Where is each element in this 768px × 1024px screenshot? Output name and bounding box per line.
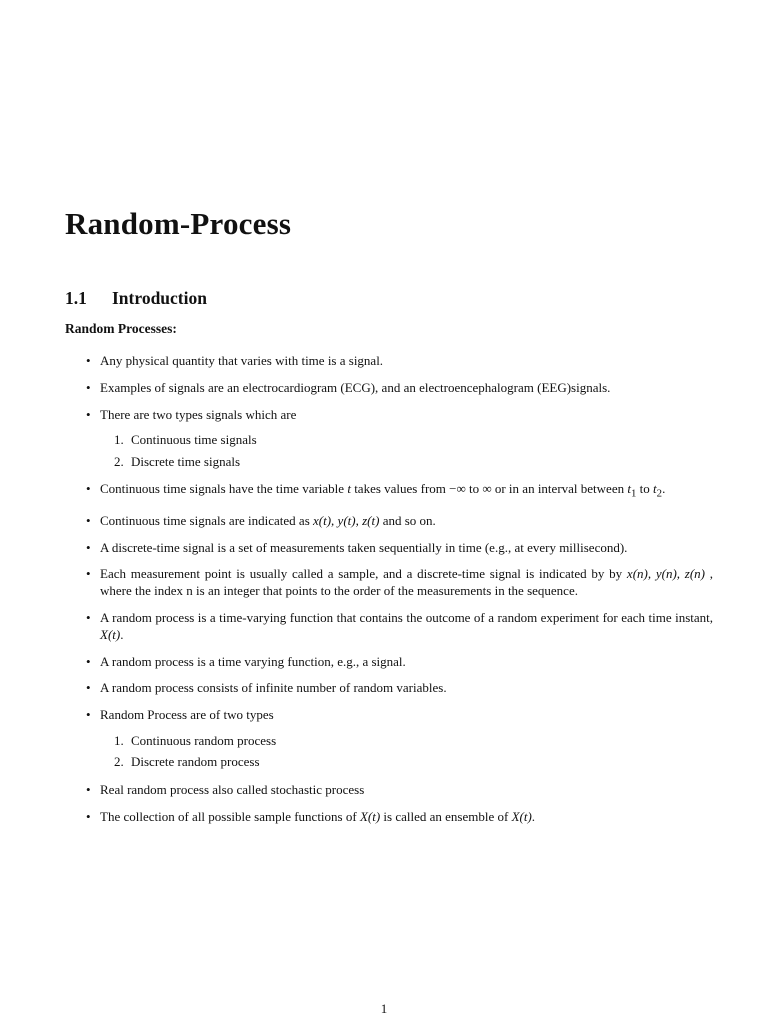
math-variable: t bbox=[653, 481, 657, 497]
sub-item-number: 1. bbox=[114, 733, 124, 749]
bullet-text: A discrete-time signal is a set of measurements taken sequentially in time (e.g., at every millisecond). bbox=[100, 539, 628, 555]
sub-list-process-types bbox=[100, 733, 713, 771]
bullet-text: There are two types signals which are bbox=[100, 406, 297, 422]
sub-item-text: Discrete time signals bbox=[131, 453, 241, 469]
text-part: The collection of all possible sample functions of bbox=[100, 808, 360, 824]
sub-item-number: 2. bbox=[114, 453, 124, 469]
math-expression: X(t) bbox=[511, 808, 532, 824]
list-item bbox=[83, 680, 713, 697]
math-subscript: 2 bbox=[656, 488, 663, 501]
text-part: Continuous time signals have the time variable bbox=[100, 481, 348, 497]
bullet-text: A random process is a time varying function, e.g., a signal. bbox=[100, 653, 406, 669]
text-part: Continuous time signals are indicated as bbox=[100, 512, 314, 528]
text-part: . bbox=[120, 626, 124, 642]
math-expression: x(n), y(n), z(n) bbox=[626, 566, 706, 582]
bullet-text: A random process consists of infinite number of random variables. bbox=[100, 680, 447, 696]
math-expression: X(t) bbox=[100, 626, 121, 642]
bullet-text: Real random process also called stochastic process bbox=[100, 782, 365, 798]
text-part: Each measurement point is usually called a sample, and a discrete-time signal is indicated by by bbox=[100, 566, 627, 582]
sub-item-text: Continuous time signals bbox=[131, 432, 257, 448]
text-part: A random process is a time-varying function that contains the outcome of a random experiment for each time instant, bbox=[100, 610, 713, 626]
sub-item-text: Continuous random process bbox=[131, 733, 277, 749]
sub-item-number: 2. bbox=[114, 754, 124, 770]
list-item bbox=[83, 513, 713, 530]
list-item bbox=[83, 654, 713, 671]
sub-list-item bbox=[100, 454, 713, 471]
math-expression: x(t), y(t), z(t) bbox=[313, 512, 380, 528]
sub-list-signal-types bbox=[100, 432, 713, 470]
math-subscript: 1 bbox=[630, 488, 637, 501]
sub-list-item bbox=[100, 733, 713, 750]
section-title: Introduction bbox=[112, 288, 207, 308]
bullet-text: Any physical quantity that varies with time is a signal. bbox=[100, 353, 384, 368]
list-item bbox=[83, 782, 713, 799]
chapter-title: Random-Process bbox=[65, 206, 292, 241]
list-item bbox=[83, 707, 713, 771]
list-item bbox=[83, 610, 713, 644]
text-part: , where the index n is an integer that points to the order of the measurements in the sequence. bbox=[100, 566, 714, 599]
math-variable: t bbox=[347, 481, 351, 497]
list-item bbox=[83, 809, 713, 826]
page-number: 1 bbox=[380, 1001, 388, 1016]
bullet-text: Examples of signals are an electrocardiogram (ECG), and an electroencephalogram (EEG)signals. bbox=[100, 379, 611, 395]
sub-item-text: Discrete random process bbox=[131, 754, 260, 770]
section-number: 1.1 bbox=[65, 288, 87, 308]
math-variable: t bbox=[627, 481, 631, 497]
section-heading bbox=[65, 286, 207, 310]
text-part: and so on. bbox=[379, 512, 436, 528]
bullet-text: Random Process are of two types bbox=[100, 707, 274, 723]
text-part: is called an ensemble of bbox=[380, 808, 512, 824]
list-item bbox=[83, 566, 713, 600]
math-expression: X(t) bbox=[359, 808, 381, 824]
sub-item-number: 1. bbox=[114, 432, 124, 448]
sub-list-item bbox=[100, 754, 713, 771]
list-item bbox=[83, 407, 713, 471]
list-item bbox=[83, 481, 713, 502]
list-item bbox=[83, 380, 713, 397]
text-part: to bbox=[636, 481, 654, 497]
list-item bbox=[83, 353, 713, 370]
text-part: . bbox=[531, 808, 536, 824]
list-item bbox=[83, 540, 713, 557]
text-part: takes values from −∞ to ∞ or in an interval between bbox=[350, 481, 628, 497]
sub-list-item bbox=[100, 432, 713, 449]
subheading-random-processes: Random Processes: bbox=[65, 321, 177, 336]
bullet-list bbox=[83, 353, 713, 836]
text-part: . bbox=[662, 481, 666, 497]
